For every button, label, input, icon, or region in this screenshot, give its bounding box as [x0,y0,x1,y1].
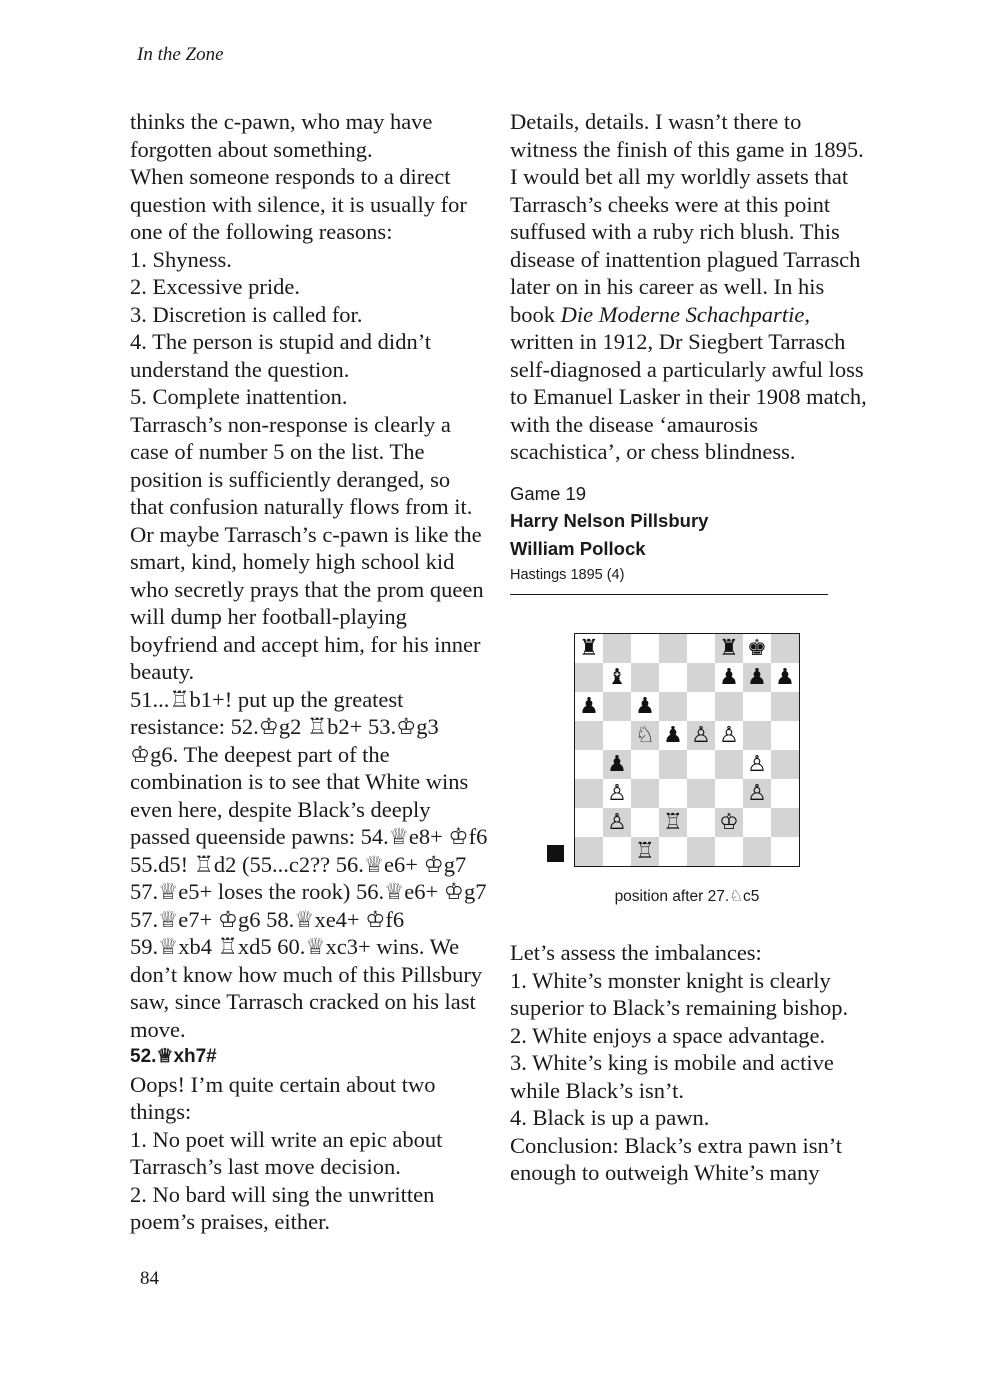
board-square [715,779,743,808]
board-square [575,692,603,721]
game-number: Game 19 [510,482,587,504]
list-item: 3. White’s king is mobile and active while Black’s isn’t. [510,1050,834,1103]
list-item: 2. White enjoys a space advantage. [510,1022,826,1048]
board-square [659,692,687,721]
paragraph: thinks the c-pawn, who may have forgotten about something. [130,109,433,162]
black-pawn-icon: ♟ [775,664,795,690]
board-square [603,779,631,808]
black-pawn-icon: ♟ [579,693,599,719]
paragraph: When someone responds to a direct question with silence, it is usually for one of the following reasons: [130,164,467,244]
board-square [631,663,659,692]
black-bishop-icon: ♝ [607,664,627,690]
diagram [510,595,870,939]
event: Hastings 1895 (4) [510,567,625,583]
board-square [575,837,603,866]
board-square [603,837,631,866]
board-square [687,663,715,692]
white-pawn-icon: ♙ [691,722,711,748]
black-to-move-marker [547,845,564,862]
board-square [771,750,799,779]
board-square [771,692,799,721]
board-square [743,779,771,808]
board-square [575,721,603,750]
board-square [771,721,799,750]
board-square [659,837,687,866]
paragraph: Tarrasch’s non-response is clearly a case of number 5 on the list. The position is sufficiently deranged, so that confusion naturally flows from it. Or maybe Tarrasch’s c-pawn is like the smart, kind, homely high school kid who secretly prays that the prom queen will dump her football-playing boyfriend and accept him, for his inner beauty. [130,411,484,684]
board-square [743,634,771,663]
right-column [510,108,870,1187]
board-square [603,692,631,721]
white-knight-icon: ♘ [635,722,655,748]
white-pawn-icon: ♙ [607,780,627,806]
board-square [715,808,743,837]
board-square [631,837,659,866]
board-square [771,663,799,692]
board-square [631,750,659,779]
board-square [743,692,771,721]
board-square [743,808,771,837]
board-square [659,750,687,779]
black-rook-icon: ♜ [719,635,739,661]
board-square [771,837,799,866]
paragraph [510,108,870,466]
board-square [631,808,659,837]
board-square [687,634,715,663]
black-pawn-icon: ♟ [635,693,655,719]
white-player: Harry Nelson Pillsbury [510,510,709,531]
white-pawn-icon: ♙ [719,722,739,748]
black-pawn-icon: ♟ [747,664,767,690]
white-king-icon: ♔ [719,809,739,835]
move-heading: 52.♕xh7# [130,1046,217,1067]
board-square [603,663,631,692]
board-square [631,779,659,808]
black-pawn-icon: ♟ [719,664,739,690]
list-item: 2. No bard will sing the unwritten poem’s praises, either. [130,1181,435,1234]
board-square [771,808,799,837]
black-pawn-icon: ♟ [607,751,627,777]
board-square [575,634,603,663]
black-pawn-icon: ♟ [663,722,683,748]
board-square [687,779,715,808]
white-pawn-icon: ♙ [607,809,627,835]
board-square [659,721,687,750]
list-item: 4. The person is stupid and didn’t understand the question. [130,329,432,382]
board-square [659,663,687,692]
board-square [687,721,715,750]
left-column [130,108,488,1236]
board-square [659,808,687,837]
board-square [743,837,771,866]
black-rook-icon: ♜ [579,635,599,661]
chess-board [574,633,800,867]
white-rook-icon: ♖ [663,809,683,835]
board-square [771,634,799,663]
board-square [687,692,715,721]
board-square [743,721,771,750]
list-item: 3. Discretion is called for. [130,301,363,327]
diagram-caption: position after 27.♘c5 [614,888,760,905]
list-item: 2. Excessive pride. [130,274,300,299]
board-square [631,692,659,721]
board-square [603,634,631,663]
list-item: 5. Complete inattention. [130,384,348,409]
paragraph: Oops! I’m quite certain about two things: [130,1071,436,1124]
board-square [575,779,603,808]
book-title: Die Moderne Schachpartie [560,301,805,327]
board-square [715,721,743,750]
running-head: In the Zone [137,44,224,65]
board-square [575,808,603,837]
board-square [687,750,715,779]
black-player: William Pollock [510,537,646,559]
list-item: 1. Shyness. [130,246,232,272]
board-square [715,663,743,692]
board-square [743,750,771,779]
game-header [510,480,870,596]
board-square [687,808,715,837]
white-pawn-icon: ♙ [747,751,767,777]
board-square [659,634,687,663]
text: , written in 1912, Dr Siegbert Tarrasch self-diagnosed a particularly awful loss to Emanuel Lasker in their 1908 match, with the disease ‘amaurosis scachistica’, or chess blindness. [510,301,867,464]
board-square [715,837,743,866]
board-square [715,692,743,721]
board-square [771,779,799,808]
list-item: 4. Black is up a pawn. [510,1105,710,1130]
black-king-icon: ♚ [747,635,767,661]
list-item: 1. White’s monster knight is clearly superior to Black’s remaining bishop. [510,967,849,1020]
paragraph: Conclusion: Black’s extra pawn isn’t enough to outweigh White’s many [510,1132,843,1185]
board-square [715,634,743,663]
list-item: 1. No poet will write an epic about Tarrasch’s last move decision. [130,1126,443,1179]
paragraph: Let’s assess the imbalances: [510,940,762,965]
board-square [631,634,659,663]
board-square [659,779,687,808]
white-rook-icon: ♖ [635,838,655,864]
board-square [603,721,631,750]
board-square [687,837,715,866]
board-square [575,663,603,692]
white-pawn-icon: ♙ [747,780,767,806]
text: Details, details. I wasn’t there to witness the finish of this game in 1895. I would bet all my worldly assets that Tarrasch’s cheeks were at this point suffused with a ruby rich blush. This disease of inattention plagued Tarrasch later on in his career as well. In his book [510,109,864,327]
analysis-paragraph: 51...♖b1+! put up the greatest resistance: 52.♔g2 ♖b2+ 53.♔g3 ♔g6. The deepest part of the combination is to see that White wins even here, despite Black’s deeply passed queenside pawns: 54.♕e8+ ♔f6 55.d5! ♖d2 (55...c2?? 56.♕e6+ ♔g7 57.♕e5+ loses the rook) 56.♕e6+ ♔g7 57.♕e7+ ♔g6 58.♕xe4+ ♔f6 59.♕xb4 ♖xd5 60.♕xc3+ wins. We don’t know how much of this Pillsbury saw, since Tarrasch cracked on his last move. [130,686,488,1042]
board-square [603,750,631,779]
board-square [631,721,659,750]
page-number: 84 [140,1268,159,1289]
board-square [715,750,743,779]
board-square [743,663,771,692]
board-square [575,750,603,779]
board-square [603,808,631,837]
